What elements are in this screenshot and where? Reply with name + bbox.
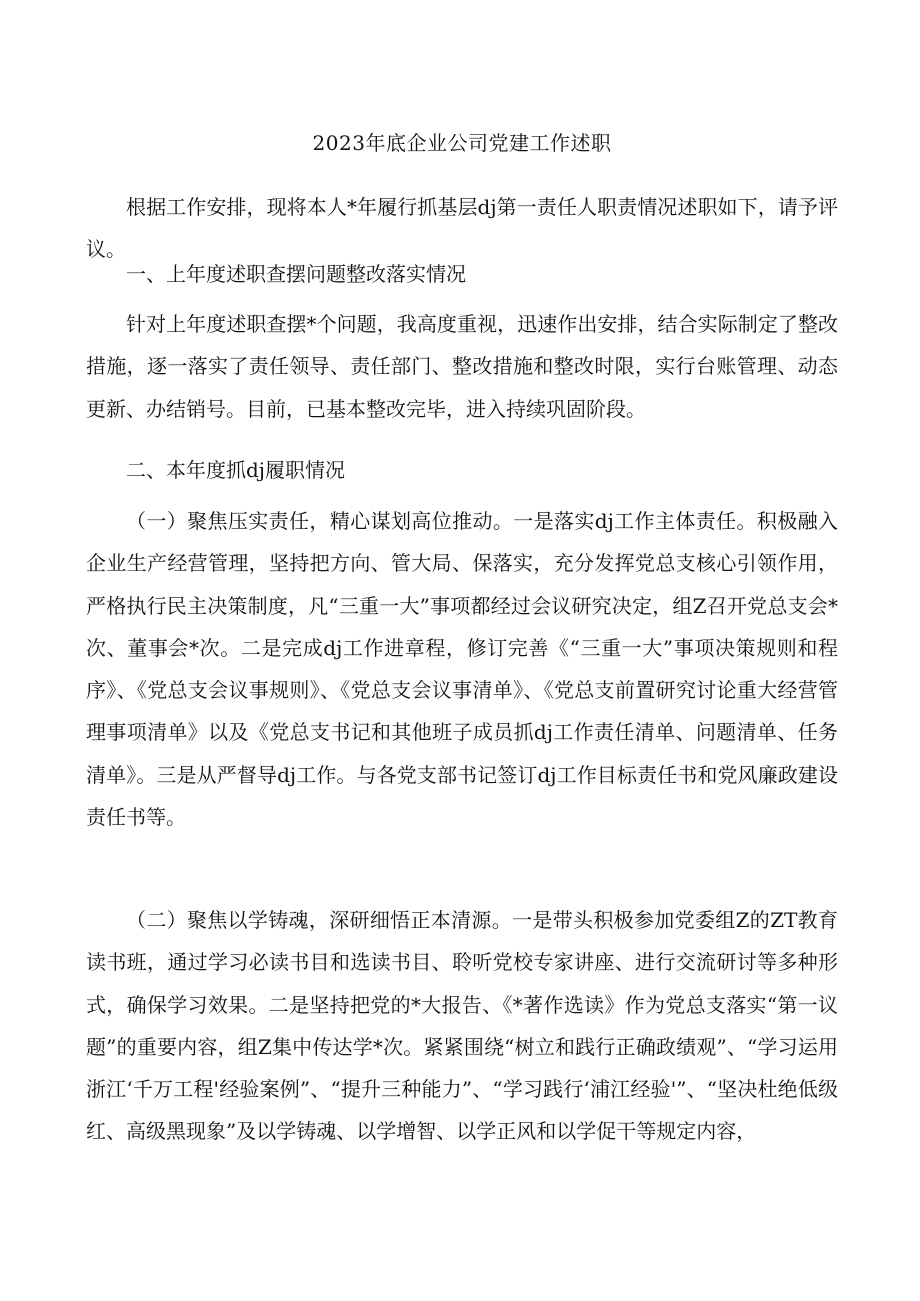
- section-heading-1: 一、上年度述职查摆问题整改落实情况: [126, 262, 466, 286]
- section-heading-2: 二、本年度抓dj履职情况: [126, 458, 346, 482]
- section-1-paragraph: 针对上年度述职查摆*个问题，我高度重视，迅速作出安排，结合实际制定了整改措施，逐一落实了责任领导、责任部门、整改措施和整改时限，实行台账管理、动态更新、办结销号。目前，已基本整改完毕，进入持续巩固阶段。: [86, 312, 838, 421]
- document-page: [86, 0, 838, 1301]
- document-title: 2023年底企业公司党建工作述职: [312, 131, 612, 155]
- section-2-paragraph-1: （一）聚焦压实责任，精心谋划高位推动。一是落实dj工作主体责任。积极融入企业生产经营管理，坚持把方向、管大局、保落实，充分发挥党总支核心引领作用，严格执行民主决策制度，凡“三重一大”事项都经过会议研究决定，组Z召开党总支会*次、董事会*次。二是完成dj工作进章程，修订完善《“三重一大”事项决策规则和程序》、《党总支会议事规则》、《党总支会议事清单》、《党总支前置研究讨论重大经营管理事项清单》以及《党总支书记和其他班子成员抓dj工作责任清单、问题清单、任务清单》。三是从严督导dj工作。与各党支部书记签订dj工作目标责任书和党风廉政建设责任书等。: [86, 509, 838, 830]
- section-2-paragraph-2: （二）聚焦以学铸魂，深研细悟正本清源。一是带头积极参加党委组Z的ZT教育读书班，通过学习必读书目和选读书目、聆听党校专家讲座、进行交流研讨等多种形式，确保学习效果。二是坚持把党的*大报告、《*著作选读》作为党总支落实“第一议题”的重要内容，组Z集中传达学*次。紧紧围绕“树立和践行正确政绩观”、“学习运用浙江‘千万工程'经验案例”、“提升三种能力”、“学习践行‘浦江经验'”、“坚决杜绝低级红、高级黑现象”及以学铸魂、以学增智、以学正风和以学促干等规定内容，: [86, 908, 838, 1144]
- intro-paragraph: 根据工作安排，现将本人*年履行抓基层dj第一责任人职责情况述职如下，请予评议。: [86, 195, 838, 262]
